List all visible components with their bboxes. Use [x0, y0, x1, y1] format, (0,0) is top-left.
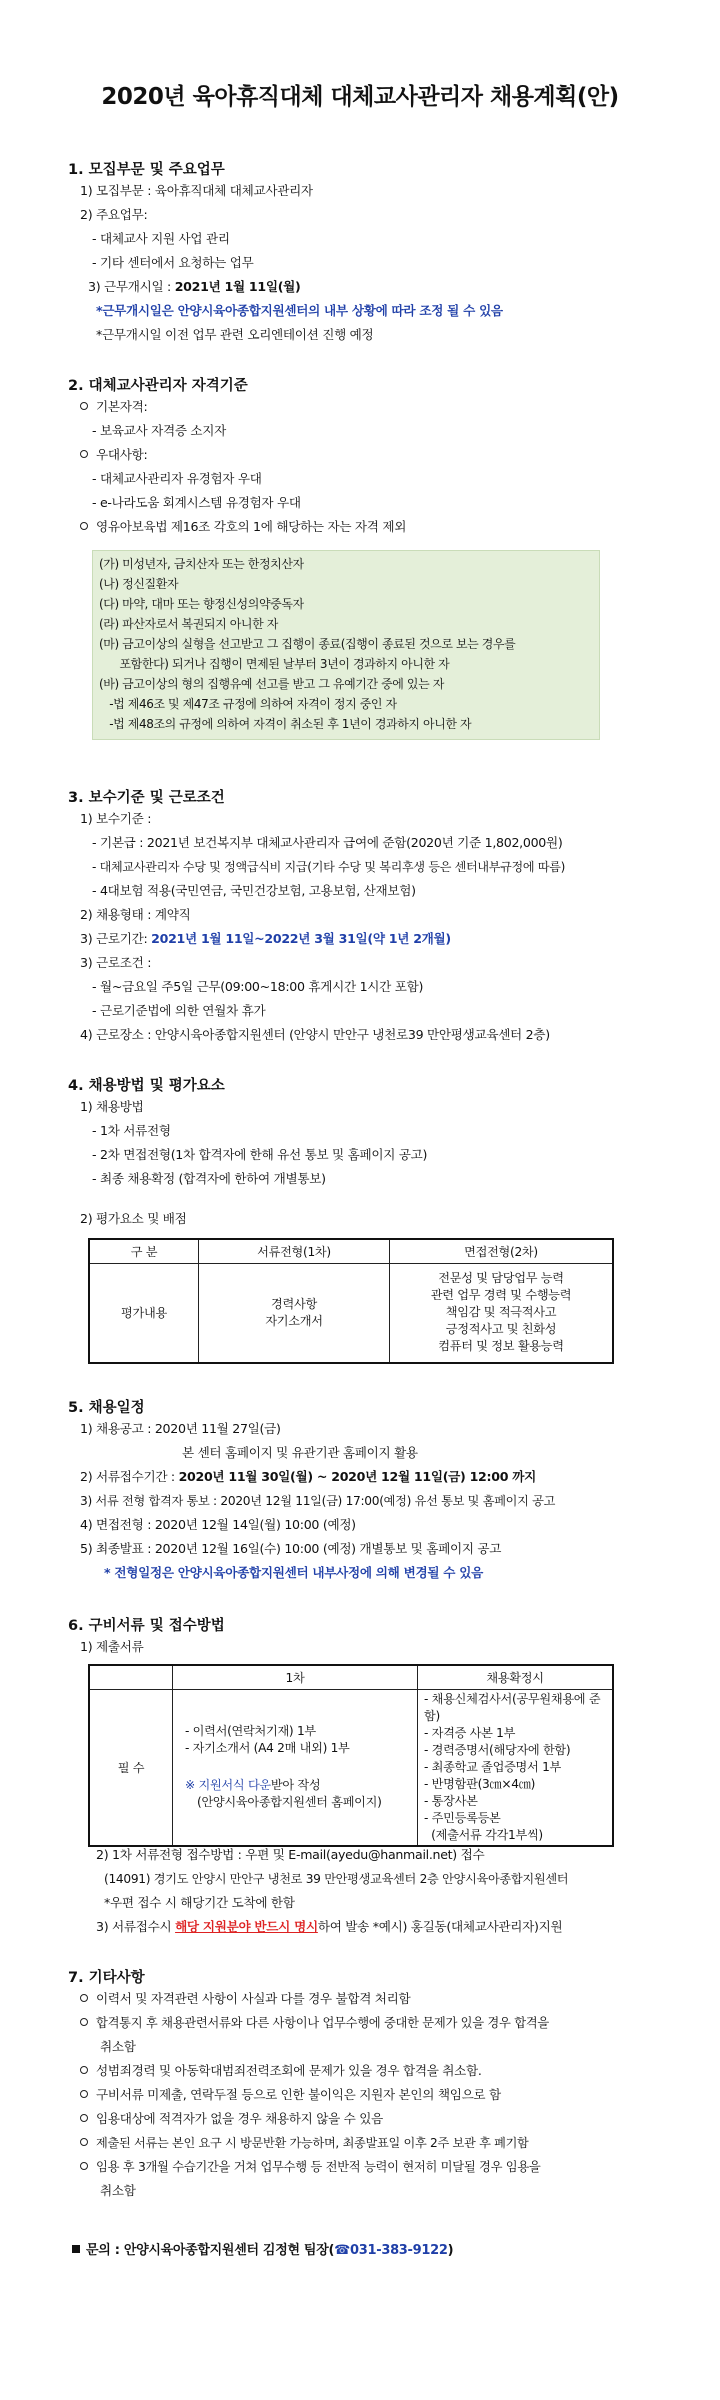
s7-item	[80, 2062, 482, 2080]
docs-first-item: - 이력서(연락처기재) 1부	[185, 1724, 316, 1738]
s7-item	[80, 2014, 549, 2032]
s7-item	[80, 2158, 541, 2176]
form-note-text: 받아 작성	[270, 1778, 321, 1792]
s7-item	[80, 1990, 410, 2008]
s1-line-3: - 대체교사 지원 사업 관리	[92, 231, 230, 246]
eval-doc-item: 자기소개서	[265, 1313, 323, 1328]
eval-interview-item: 책임감 및 적극적사고	[445, 1305, 557, 1320]
docs-header-first: 1차	[173, 1665, 418, 1689]
circle-bullet-icon	[80, 2162, 88, 2170]
square-bullet-icon	[72, 2245, 80, 2253]
docs-header-final: 채용확정시	[418, 1665, 614, 1689]
s6-line-5	[96, 1918, 562, 1936]
docs-first-item: - 자기소개서 (A4 2매 내외) 1부	[185, 1741, 350, 1755]
s3-line-3: - 대체교사관리자 수당 및 정액급식비 지급(기타 수당 및 복리후생 등은 센터내부규정에 따름)	[92, 860, 566, 874]
s3-line-8: - 월~금요일 주5일 근무(09:00~18:00 휴게시간 1시간 포함)	[92, 979, 424, 994]
s5-line-4: 3) 서류 전형 합격자 통보 : 2020년 12월 11일(금) 17:00(예정) 유선 통보 및 홈페이지 공고	[80, 1494, 556, 1508]
docs-final-item: - 경력증명서(해당자에 한함)	[424, 1742, 571, 1757]
contact-phone[interactable]: ☎031-383-9122	[334, 2243, 448, 2258]
s7-item	[80, 2086, 501, 2104]
document-title: 2020년 육아휴직대체 대체교사관리자 채용계획(안)	[101, 84, 619, 110]
s7-item-text: 성범죄경력 및 아동학대범죄전력조회에 문제가 있을 경우 합격을 취소함.	[96, 2063, 482, 2078]
circle-bullet-icon	[80, 2066, 88, 2074]
s3-line-4: - 4대보험 적용(국민연금, 국민건강보험, 고용보험, 산재보험)	[92, 883, 416, 898]
eval-header-interview: 면접전형(2차)	[390, 1239, 614, 1263]
s1-line-1: 1) 모집부문 : 육아휴직대체 대체교사관리자	[80, 183, 313, 198]
s3-line-10: 4) 근로장소 : 안양시육아종합지원센터 (안양시 만안구 냉천로39 만안평생교육센터 2층)	[80, 1027, 550, 1042]
s2-line-1	[80, 398, 147, 416]
section-2-heading: 2. 대체교사관리자 자격기준	[68, 378, 248, 394]
s6-line-5a: 3) 서류접수시	[96, 1919, 176, 1934]
section-7-heading: 7. 기타사항	[68, 1970, 145, 1986]
circle-bullet-icon	[80, 402, 88, 410]
s7-item-text: 임용대상에 적격자가 없을 경우 채용하지 않을 수 있음	[96, 2111, 383, 2126]
docs-final-item: - 최종학교 졸업증명서 1부	[424, 1759, 562, 1774]
s1-note-2: *근무개시일 이전 업무 관련 오리엔테이션 진행 예정	[96, 327, 374, 342]
contact-text: 문의 : 안양시육아종합지원센터 김정현 팀장(	[86, 2243, 335, 2258]
docs-final-item: - 자격증 사본 1부	[424, 1725, 516, 1740]
eval-doc-item: 경력사항	[271, 1296, 317, 1311]
contact-line	[72, 2242, 453, 2260]
s3-line-6	[80, 930, 451, 948]
s2-line-4: - 대체교사관리자 유경험자 우대	[92, 471, 262, 486]
s6-line-3: (14091) 경기도 안양시 만안구 냉천로 39 만안평생교육센터 2층 안양시육아종합지원센터	[104, 1872, 569, 1886]
s4-line-3: - 2차 면접전형(1차 합격자에 한해 유선 통보 및 홈페이지 공고)	[92, 1147, 428, 1162]
s5-line-5: 4) 면접전형 : 2020년 12월 14일(월) 10:00 (예정)	[80, 1517, 356, 1532]
disq-item: (다) 마약, 대마 또는 향정신성의약중독자	[99, 597, 304, 611]
s1-line-2: 2) 주요업무:	[80, 207, 148, 222]
s3-line-7: 3) 근로조건 :	[80, 955, 152, 970]
circle-bullet-icon	[80, 2090, 88, 2098]
docs-final-item: - 채용신체검사서(공무원채용에 준함)	[424, 1691, 601, 1723]
s7-item	[80, 2134, 529, 2152]
eval-row-label: 평가내용	[89, 1263, 199, 1363]
eval-interview-cell	[390, 1263, 614, 1363]
documents-table	[88, 1664, 614, 1847]
s3-line-2: - 기본급 : 2021년 보건복지부 대체교사관리자 급여에 준함(2020년 기준 1,802,000원)	[92, 835, 563, 850]
s4-line-1: 1) 채용방법	[80, 1099, 144, 1114]
s6-line-5-emphasis: 해당 지원분야 반드시 명시	[175, 1919, 318, 1934]
docs-form-note	[185, 1777, 416, 1794]
docs-row-label: 필 수	[89, 1689, 173, 1846]
s5-line-6: 5) 최종발표 : 2020년 12월 16일(수) 10:00 (예정) 개별통보 및 홈페이지 공고	[80, 1541, 502, 1556]
disqualification-box	[92, 550, 600, 740]
docs-final-item: - 반명함판(3㎝×4㎝)	[424, 1776, 536, 1791]
s7-item-text: 합격통지 후 채용관련서류와 다른 사항이나 업무수행에 중대한 문제가 있을 경우 합격을	[96, 2016, 549, 2030]
s3-line-9: - 근로기준법에 의한 연월차 휴가	[92, 1003, 266, 1018]
s6-line-5c: 하여 발송 *예시) 홍길동(대체교사관리자)지원	[317, 1919, 563, 1934]
start-date-label: 3) 근무개시일 :	[88, 279, 175, 294]
disq-item: -법 제46조 및 제47조 규정에 의하여 자격이 정지 중인 자	[99, 697, 397, 711]
s1-line-5	[88, 278, 301, 296]
eval-header-category: 구 분	[89, 1239, 199, 1263]
docs-form-source: (안양시육아종합지원센터 홈페이지)	[197, 1795, 382, 1809]
circle-bullet-icon	[80, 450, 88, 458]
s2-line-6-text: 영유아보육법 제16조 각호의 1에 해당하는 자는 자격 제외	[96, 519, 407, 534]
s4-line-2: - 1차 서류전형	[92, 1123, 171, 1138]
s2-line-5: - e-나라도움 회계시스템 유경험자 우대	[92, 495, 301, 510]
s2-line-2: - 보육교사 자격증 소지자	[92, 423, 227, 438]
s7-item-text: 임용 후 3개월 수습기간을 거쳐 업무수행 등 전반적 능력이 현저히 미달될 경우 임용을	[96, 2160, 541, 2174]
disq-item: (바) 금고이상의 형의 집행유예 선고를 받고 그 유예기간 중에 있는 자	[99, 677, 444, 691]
s6-line-4: *우편 접수 시 해당기간 도착에 한함	[104, 1895, 295, 1910]
docs-first-cell	[173, 1689, 418, 1846]
docs-final-item: - 주민등록등본	[424, 1810, 501, 1825]
disq-item: (나) 정신질환자	[99, 577, 179, 591]
section-5-heading: 5. 채용일정	[68, 1400, 145, 1416]
eval-interview-item: 관련 업무 경력 및 수행능력	[430, 1288, 572, 1303]
section-6-heading: 6. 구비서류 및 접수방법	[68, 1618, 225, 1634]
docs-final-item: - 통장사본	[424, 1793, 478, 1808]
period-label: 3) 근로기간:	[80, 931, 152, 946]
s5-line-2: 본 센터 홈페이지 및 유관기관 홈페이지 활용	[182, 1445, 418, 1460]
s6-line-2: 2) 1차 서류전형 접수방법 : 우편 및 E-mail(ayedu@hanmail.net) 접수	[96, 1847, 485, 1862]
s3-line-1: 1) 보수기준 :	[80, 811, 152, 826]
disq-item: (가) 미성년자, 금치산자 또는 한정치산자	[99, 557, 304, 571]
s7-item-text: 이력서 및 자격관련 사항이 사실과 다를 경우 불합격 처리함	[96, 1991, 411, 2006]
eval-doc-cell	[199, 1263, 390, 1363]
eval-interview-item: 컴퓨터 및 정보 활용능력	[438, 1339, 564, 1354]
s7-item-text: 제출된 서류는 본인 요구 시 방문반환 가능하며, 최종발표일 이후 2주 보관 후 폐기함	[96, 2136, 529, 2150]
docs-header-blank	[89, 1665, 173, 1689]
disq-item: (라) 파산자로서 복권되지 아니한 자	[99, 617, 278, 631]
start-date-value: 2021년 1월 11일(월)	[174, 279, 301, 294]
circle-bullet-icon	[80, 2018, 88, 2026]
docs-final-cell	[418, 1689, 614, 1846]
s3-line-5: 2) 채용형태 : 계약직	[80, 907, 191, 922]
disq-item: -법 제48조의 규정에 의하여 자격이 취소된 후 1년이 경과하지 아니한 자	[99, 717, 472, 731]
period-value: 2021년 1월 11일~2022년 3월 31일(약 1년 2개월)	[151, 931, 451, 946]
evaluation-table	[88, 1238, 614, 1364]
s7-item-text: 구비서류 미제출, 연락두절 등으로 인한 불이익은 지원자 본인의 책임으로 함	[96, 2087, 501, 2102]
s4-line-5: 2) 평가요소 및 배점	[80, 1211, 187, 1226]
s2-line-3	[80, 446, 147, 464]
application-period-value: 2020년 11월 30일(월) ~ 2020년 12월 11일(금) 12:00 까지	[178, 1469, 536, 1484]
application-period-label: 2) 서류접수기간 :	[80, 1469, 179, 1484]
s6-line-1: 1) 제출서류	[80, 1639, 144, 1654]
s1-line-4: - 기타 센터에서 요청하는 업무	[92, 255, 254, 270]
s4-line-4: - 최종 채용확정 (합격자에 한하여 개별통보)	[92, 1171, 326, 1186]
circle-bullet-icon	[80, 1994, 88, 2002]
eval-interview-item: 긍정적사고 및 친화성	[445, 1322, 557, 1337]
s7-item-cont: 취소함	[100, 2039, 136, 2054]
disq-item: 포함한다) 되거나 집행이 면제된 날부터 3년이 경과하지 아니한 자	[99, 657, 450, 671]
circle-bullet-icon	[80, 522, 88, 530]
form-download-link[interactable]: ※ 지원서식 다운	[185, 1778, 271, 1792]
s1-note-1: *근무개시일은 안양시육아종합지원센터의 내부 상황에 따라 조정 될 수 있음	[96, 303, 503, 318]
s5-note: * 전형일정은 안양시육아종합지원센터 내부사정에 의해 변경될 수 있음	[104, 1565, 483, 1580]
disq-item: (마) 금고이상의 실형을 선고받고 그 집행이 종료(집행이 종료된 것으로 보는 경우를	[99, 637, 516, 651]
s7-item	[80, 2110, 383, 2128]
s2-line-6	[80, 518, 406, 536]
docs-final-item: (제출서류 각각1부씩)	[424, 1827, 543, 1842]
s5-line-1: 1) 채용공고 : 2020년 11월 27일(금)	[80, 1421, 281, 1436]
section-1-heading: 1. 모집부문 및 주요업무	[68, 162, 225, 178]
s2-line-1-text: 기본자격:	[96, 399, 148, 414]
s5-line-3	[80, 1468, 536, 1486]
circle-bullet-icon	[80, 2114, 88, 2122]
eval-interview-item: 전문성 및 담당업무 능력	[438, 1271, 564, 1286]
section-4-heading: 4. 채용방법 및 평가요소	[68, 1078, 225, 1094]
s7-item-cont: 취소함	[100, 2183, 136, 2198]
circle-bullet-icon	[80, 2138, 88, 2146]
section-3-heading: 3. 보수기준 및 근로조건	[68, 790, 225, 806]
eval-header-doc: 서류전형(1차)	[199, 1239, 390, 1263]
contact-close: )	[447, 2243, 454, 2258]
s2-line-3-text: 우대사항:	[96, 447, 148, 462]
spacer	[185, 1757, 416, 1777]
